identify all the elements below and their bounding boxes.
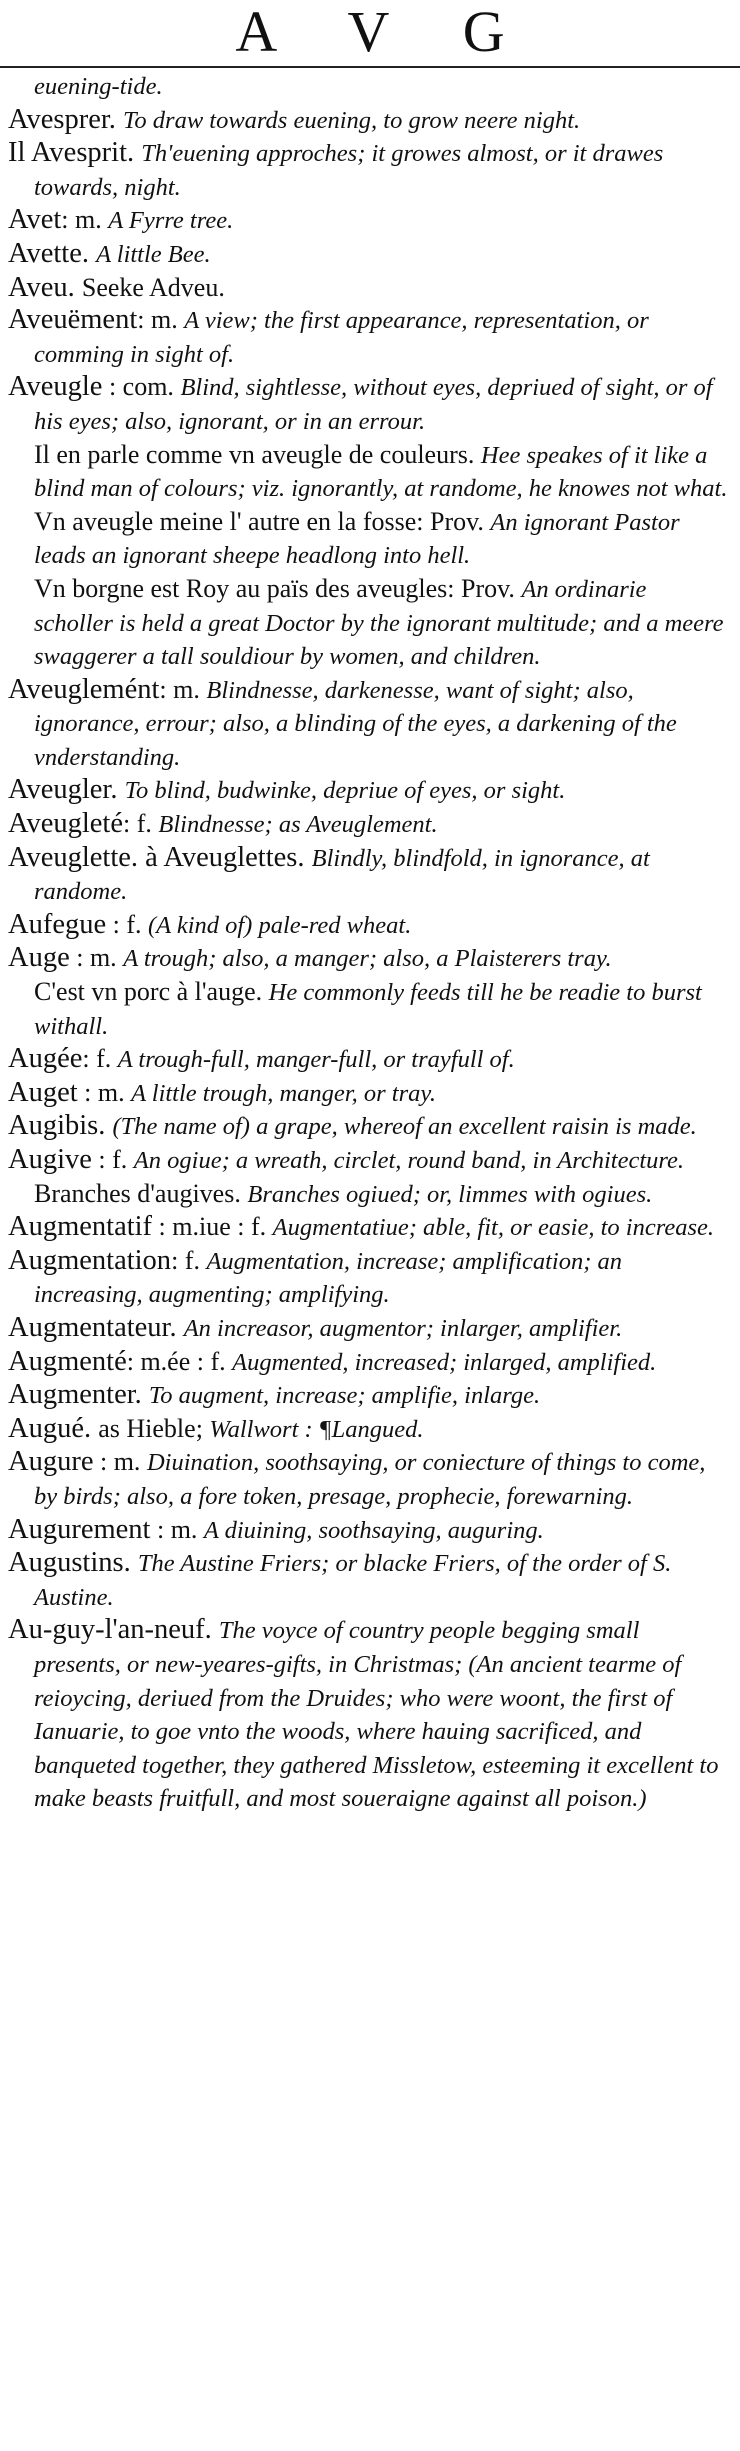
entry-grammar: : f. [82,1044,118,1074]
entry-definition: An ordinarie scholler is held a great Doctor by the ignorant multitude; and a meere swaggerer a tall souldiour by women, and children. [34,575,724,671]
entry-definition: Th'euening approches; it growes almost, or it drawes towards, night. [34,140,664,201]
dictionary-entry [8,1312,728,1346]
sub-entry [8,976,728,1043]
entry-headword: Augmentateur. [8,1311,184,1343]
entry-headword: Augive [8,1144,92,1175]
entry-headword: Aufegue [8,908,107,940]
entry-headword: Augmentation [8,1244,172,1276]
dictionary-entry [8,238,728,272]
entry-headword: Avet [8,204,62,236]
entry-definition: To blind, budwinke, depriue of eyes, or sight. [124,777,566,805]
entry-grammar: : m. [159,674,207,704]
entry-definition: The voyce of country people begging small presents, or new-yeares-gifts, in Christmas; (An ancient tearme of reioycing, deriued from the Druides; who were woont, the first of Ianuarie, to goe vnto the woods, where hauing sacrificed, and banqueted together, they gathered Missletow, esteeming it excellent to make beasts fruitfull, and most soueraigne against all poison.) [34,1617,719,1813]
entry-definition: A little trough, manger, or tray. [131,1079,437,1107]
entry-definition: Diuination, soothsaying, or coniecture of things to come, by birds; also, a fore token, presage, prophecie, forewarning. [34,1449,706,1510]
sub-entry [8,439,728,506]
entry-grammar: : m. [93,1447,147,1477]
entry-grammar: : m.iue : f. [152,1212,273,1242]
entry-headword: Aveugle [8,371,103,403]
dictionary-entry [8,204,728,238]
entry-headword: Augustins. [8,1547,138,1579]
entry-definition: (A kind of) pale-red wheat. [148,911,412,939]
dictionary-entry [8,1514,728,1548]
dictionary-entry [8,1614,728,1816]
entry-grammar: Seeke Adveu. [81,272,225,302]
entry-definition: A trough-full, manger-full, or trayfull of. [117,1046,515,1074]
sub-entry [8,573,728,674]
running-head: A V G [235,0,535,64]
entry-headword: Augibis. [8,1110,113,1142]
entry-definition: A diuining, soothsaying, auguring. [203,1516,544,1544]
sub-entry [8,506,728,573]
entry-headword: Augure [8,1446,94,1478]
entry-definition: Blindnesse; as Aveuglement. [158,811,438,839]
entry-grammar: : m. [61,205,109,235]
entry-headword: Il Avesprit. [8,137,142,169]
entry-definition: The Austine Friers; or blacke Friers, of the order of S. Austine. [34,1550,672,1611]
entry-grammar: : f. [171,1245,207,1275]
entry-grammar: : f. [106,909,149,939]
header-rule [0,66,740,68]
entry-headword: Il en parle comme vn aveugle de couleurs. [34,439,481,469]
entry-headword: Aveuëment [8,304,138,336]
dictionary-entry [8,842,728,909]
entry-headword: Augué. [8,1412,99,1444]
dictionary-entry [8,1077,728,1111]
entry-definition: A little Bee. [96,240,211,268]
entry-definition: Branches ogiued; or, limmes with ogiues. [247,1180,653,1208]
dictionary-entry [8,808,728,842]
dictionary-entry [8,909,728,943]
dictionary-entry [8,1379,728,1413]
dictionary-entry [8,1346,728,1380]
page-header [0,0,740,66]
entry-definition: A view; the first appearance, representation, or comming in sight of. [34,307,649,368]
entry-definition: Wallwort : ¶Langued. [209,1415,424,1443]
entry-headword: Aveugleté [8,808,124,840]
entry-headword: Avesprer. [8,103,124,135]
entry-headword: Vn borgne est Roy au païs des aveugles: Prov. [34,573,522,603]
dictionary-entry [8,1446,728,1513]
entry-definition: Augmentation, increase; amplification; an increasing, augmenting; amplifying. [34,1247,622,1309]
entry-grammar: : com. [102,372,181,402]
entry-grammar: : m. [137,305,185,335]
entry-grammar: : m. [77,1077,132,1107]
entry-definition: Blindly, blindfold, in ignorance, at randome. [34,844,650,906]
entry-grammar: as Hieble; [98,1413,210,1443]
entry-headword: Au-guy-l'an-neuf. [8,1614,219,1646]
entry-grammar: : m.ée : f. [126,1346,233,1376]
dictionary-entry [8,70,728,104]
dictionary-entry [8,1110,728,1144]
dictionary-entry [8,304,728,371]
entry-headword: Augmenté [8,1345,127,1377]
dictionary-entry [8,1043,728,1077]
entry-definition: euening-tide. [34,73,163,100]
entry-definition: A Fyrre tree. [108,207,234,235]
entry-headword: Auget [8,1076,78,1108]
dictionary-entry [8,1245,728,1312]
dictionary-entry [8,104,728,138]
dictionary-entry [8,272,728,305]
entry-headword: Aveuglemént [8,673,160,705]
entry-headword: Augmenter. [8,1379,149,1411]
entry-definition: Blind, sightlesse, without eyes, depriued of sight, or of his eyes; also, ignorant, or in an errour. [34,374,713,435]
dictionary-entry [8,137,728,204]
entry-grammar: : f. [123,809,159,839]
entry-definition: Augmentatiue; able, fit, or easie, to increase. [272,1214,714,1242]
entry-definition: An ignorant Pastor leads an ignorant sheepe headlong into hell. [34,508,680,570]
dictionary-entry [8,942,728,976]
entry-definition: An ogiue; a wreath, circlet, round band, in Architecture. [133,1147,685,1174]
dictionary-entry [8,371,728,438]
entry-grammar: : m. [150,1514,204,1544]
entry-definition: Hee speakes of it like a blind man of colours; viz. ignorantly, at randome, he knowes not what. [34,441,728,503]
entry-definition: (The name of) a grape, whereof an excellent raisin is made. [112,1113,697,1141]
entry-headword: Aveuglette. à Aveuglettes. [8,841,312,873]
entry-definition: Blindnesse, darkenesse, want of sight; also, ignorance, errour; also, a blinding of the eyes, a darkening of the vnderstanding. [34,676,677,771]
dictionary-entry [8,1547,728,1614]
sub-entry [8,1178,728,1212]
entry-grammar: : f. [91,1145,134,1174]
entry-headword: Augée [8,1043,83,1075]
entry-headword: Avette. [8,237,97,269]
entry-column [8,70,728,1816]
entry-definition: To augment, increase; amplifie, inlarge. [148,1382,541,1410]
entry-grammar: : m. [69,943,124,973]
entry-headword: Augmentatif [8,1211,153,1243]
entry-definition: Augmented, increased; inlarged, amplified. [232,1348,657,1376]
entry-definition: A trough; also, a manger; also, a Plaisterers tray. [123,945,612,973]
entry-definition: An increasor, augmentor; inlarger, amplifier. [183,1314,623,1342]
entry-headword: Augurement [8,1513,151,1545]
dictionary-entry [8,674,728,775]
dictionary-entry [8,1413,728,1447]
entry-headword: C'est vn porc à l'auge. [34,977,269,1007]
entry-definition: He commonly feeds till he be readie to burst withall. [34,979,702,1040]
entry-headword: Branches d'augives. [34,1178,248,1208]
dictionary-entry [8,1144,728,1178]
entry-headword: Aveu. [8,271,82,303]
dictionary-entry [8,1211,728,1245]
entry-headword: Vn aveugle meine l' autre en la fosse: Prov. [34,506,491,536]
dictionary-entry [8,774,728,808]
entry-definition: To draw towards euening, to grow neere night. [123,106,581,134]
entry-headword: Aveugler. [8,774,125,806]
entry-headword: Auge [8,942,70,974]
